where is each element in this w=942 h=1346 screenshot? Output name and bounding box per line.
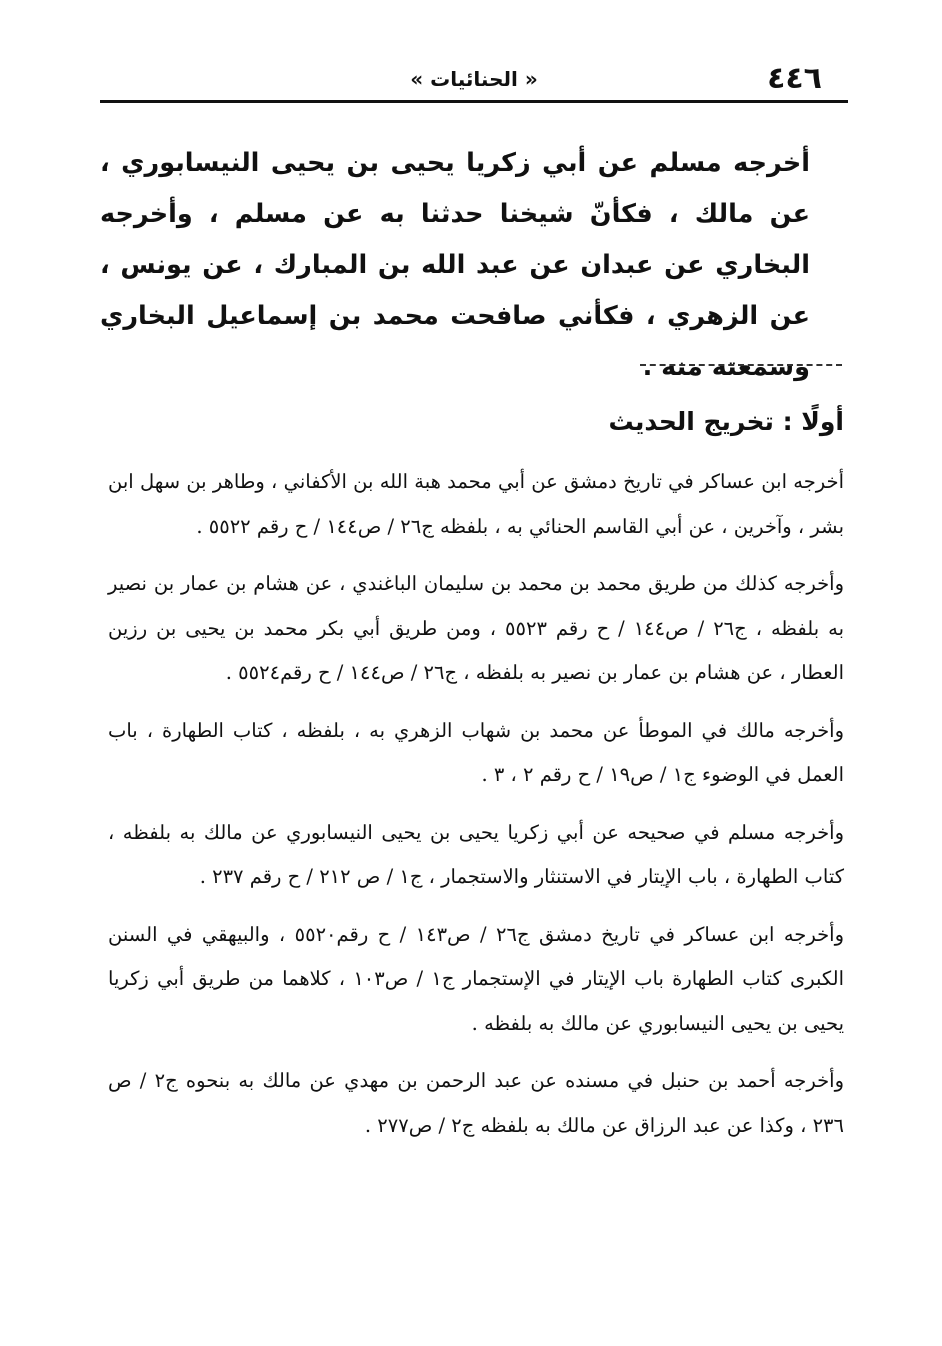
note-paragraph: وأخرجه مالك في الموطأ عن محمد بن شهاب الزهري به ، بلفظه ، كتاب الطهارة ، باب العمل في الوضوء ج١ / ص١٩ / ح رقم ٢ ، ٣ . <box>108 718 844 786</box>
section-heading: أولًا : تخريج الحديث <box>608 407 844 436</box>
running-title: « الحنائيات » <box>410 67 538 91</box>
page-header <box>100 56 848 100</box>
note-paragraph: وأخرجه مسلم في صحيحه عن أبي زكريا يحيى بن يحيى النيسابوري عن مالك به بلفظه ، كتاب الطهارة ، باب الإيتار في الاستنثار والاستجمار ، ج١ / ص ٢١٢ / ح رقم ٢٣٧ . <box>108 820 844 888</box>
note-paragraph: أخرجه ابن عساكر في تاريخ دمشق عن أبي محمد هبة الله بن الأكفاني ، وطاهر بن سهل ابن بشر ، وآخرين ، عن أبي القاسم الحنائي به ، بلفظه ج٢٦ / ص١٤٤ / ح رقم ٥٥٢٢ . <box>108 470 844 538</box>
page-number: ٤٤٦ <box>767 61 822 96</box>
note-paragraph: وأخرجه كذلك من طريق محمد بن محمد بن سليمان الباغندي ، عن هشام بن عمار بن نصير به بلفظه ، ج٢٦ / ص١٤٤ / ح رقم ٥٥٢٣ ، ومن طريق أبي بكر محمد بن يحيى بن رزين العطار ، عن هشام بن عمار بن نصير به بلفظه ، ج٢٦ / ص١٤٤ / ح رقم٥٥٢٤ . <box>108 572 844 684</box>
note-paragraph: وأخرجه ابن عساكر في تاريخ دمشق ج٢٦ / ص١٤٣ / ح رقم٥٥٢٠ ، والبيهقي في السنن الكبرى كتاب الطهارة باب الإيتار في الإستجمار ج١ / ص١٠٣ ، كلاهما من طريق أبي زكريا يحيى بن يحيى النيسابوري عن مالك به بلفظه . <box>108 922 845 1035</box>
footnote-separator <box>640 364 842 366</box>
header-rule <box>100 100 848 103</box>
main-text: أخرجه مسلم عن أبي زكريا يحيى بن يحيى النيسابوري ، عن مالك ، فكأنّ شيخنا حدثنا به عن مسلم ، وأخرجه البخاري عن عبدان عن عبد الله بن المبارك ، عن يونس ، عن الزهري ، فكأني صافحت محمد بن إسماعيل البخاري وسمعته منه . <box>100 148 810 382</box>
takhrij-notes <box>108 460 844 1161</box>
note-paragraph: وأخرجه أحمد بن حنبل في مسنده عن عبد الرحمن بن مهدي عن مالك به بنحوه ج٢ / ص ٢٣٦ ، وكذا عن عبد الرزاق عن مالك به بلفظه ج٢ / ص٢٧٧ . <box>108 1069 845 1137</box>
